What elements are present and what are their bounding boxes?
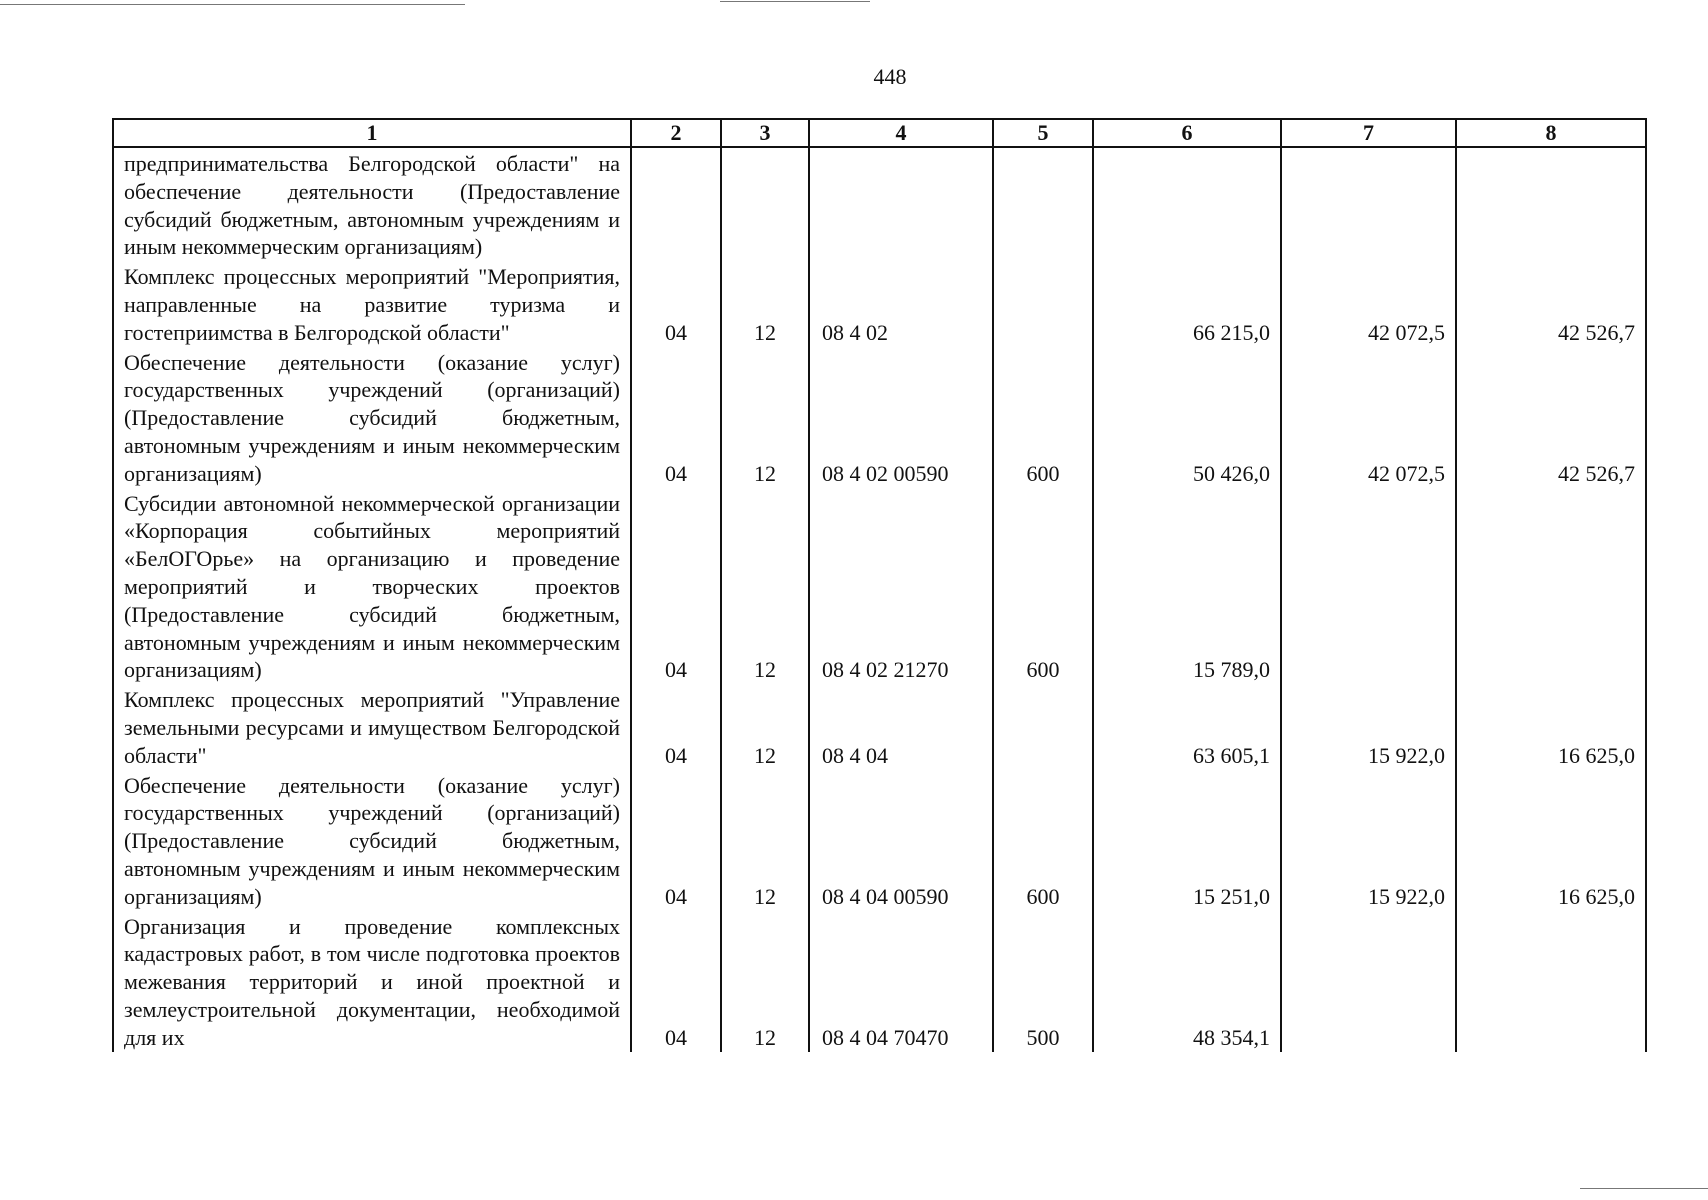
- budget-table: [112, 118, 1647, 1052]
- table-row: [113, 347, 1646, 488]
- row-description: предпринимательства Белгородской области" на обеспечение деятельности (Предоставление субсидий бюджетным, автономным учреждениям и иным некоммерческим организациям): [113, 147, 631, 261]
- expense-type-code: [993, 261, 1093, 346]
- amount-col-8: 42 526,7: [1456, 261, 1646, 346]
- section-code: 04: [631, 911, 721, 1052]
- section-code: 04: [631, 488, 721, 685]
- row-description: Комплекс процессных мероприятий "Управление земельными ресурсами и имуществом Белгородской области": [113, 684, 631, 769]
- table-row: [113, 488, 1646, 685]
- amount-col-7: [1281, 147, 1456, 261]
- scan-artifact-line: [1580, 1188, 1708, 1189]
- amount-col-7: 42 072,5: [1281, 347, 1456, 488]
- target-article-code: 08 4 04 70470: [809, 911, 993, 1052]
- target-article-code: 08 4 02 00590: [809, 347, 993, 488]
- column-header: 6: [1093, 119, 1281, 147]
- table-row: [113, 684, 1646, 769]
- expense-type-code: [993, 147, 1093, 261]
- row-description: Субсидии автономной некоммерческой организации «Корпорация событийных мероприятий «БелОГОрье» на организацию и проведение мероприятий и творческих проектов (Предоставление субсидий бюджетным, автономным учреждениям и иным некоммерческим организациям): [113, 488, 631, 685]
- subsection-code: 12: [721, 770, 809, 911]
- section-code: 04: [631, 684, 721, 769]
- amount-col-8: 42 526,7: [1456, 347, 1646, 488]
- amount-col-8: [1456, 488, 1646, 685]
- subsection-code: 12: [721, 347, 809, 488]
- amount-col-6: 15 251,0: [1093, 770, 1281, 911]
- table-row: [113, 261, 1646, 346]
- amount-col-8: 16 625,0: [1456, 684, 1646, 769]
- amount-col-6: 48 354,1: [1093, 911, 1281, 1052]
- amount-col-7: 15 922,0: [1281, 684, 1456, 769]
- target-article-code: 08 4 04 00590: [809, 770, 993, 911]
- subsection-code: 12: [721, 684, 809, 769]
- target-article-code: 08 4 02: [809, 261, 993, 346]
- target-article-code: 08 4 02 21270: [809, 488, 993, 685]
- column-header: 3: [721, 119, 809, 147]
- column-header: 5: [993, 119, 1093, 147]
- row-description: Обеспечение деятельности (оказание услуг) государственных учреждений (организаций) (Предоставление субсидий бюджетным, автономным учреждениям и иным некоммерческим организациям): [113, 347, 631, 488]
- expense-type-code: 600: [993, 488, 1093, 685]
- scan-artifact-line: [720, 1, 870, 2]
- amount-col-6: 66 215,0: [1093, 261, 1281, 346]
- amount-col-8: [1456, 911, 1646, 1052]
- scan-artifact-line: [0, 4, 465, 5]
- table-row: [113, 147, 1646, 261]
- amount-col-6: 63 605,1: [1093, 684, 1281, 769]
- column-header: 8: [1456, 119, 1646, 147]
- expense-type-code: 600: [993, 770, 1093, 911]
- row-description: Комплекс процессных мероприятий "Мероприятия, направленные на развитие туризма и гостеприимства в Белгородской области": [113, 261, 631, 346]
- section-code: [631, 147, 721, 261]
- amount-col-7: 15 922,0: [1281, 770, 1456, 911]
- amount-col-7: 42 072,5: [1281, 261, 1456, 346]
- section-code: 04: [631, 261, 721, 346]
- section-code: 04: [631, 770, 721, 911]
- target-article-code: 08 4 04: [809, 684, 993, 769]
- amount-col-6: 15 789,0: [1093, 488, 1281, 685]
- amount-col-8: [1456, 147, 1646, 261]
- row-description: Обеспечение деятельности (оказание услуг) государственных учреждений (организаций) (Предоставление субсидий бюджетным, автономным учреждениям и иным некоммерческим организациям): [113, 770, 631, 911]
- amount-col-6: [1093, 147, 1281, 261]
- expense-type-code: [993, 684, 1093, 769]
- expense-type-code: 500: [993, 911, 1093, 1052]
- column-header: 7: [1281, 119, 1456, 147]
- target-article-code: [809, 147, 993, 261]
- page-number: 448: [873, 64, 907, 89]
- column-header: 4: [809, 119, 993, 147]
- subsection-code: 12: [721, 261, 809, 346]
- column-header: 1: [113, 119, 631, 147]
- expense-type-code: 600: [993, 347, 1093, 488]
- amount-col-7: [1281, 488, 1456, 685]
- header-row: [113, 119, 1646, 147]
- table-row: [113, 911, 1646, 1052]
- amount-col-6: 50 426,0: [1093, 347, 1281, 488]
- table-row: [113, 770, 1646, 911]
- amount-col-8: 16 625,0: [1456, 770, 1646, 911]
- subsection-code: [721, 147, 809, 261]
- section-code: 04: [631, 347, 721, 488]
- row-description: Организация и проведение комплексных кадастровых работ, в том числе подготовка проектов межевания территорий и иной проектной и землеустроительной документации, необходимой для их: [113, 911, 631, 1052]
- subsection-code: 12: [721, 911, 809, 1052]
- subsection-code: 12: [721, 488, 809, 685]
- column-header: 2: [631, 119, 721, 147]
- amount-col-7: [1281, 911, 1456, 1052]
